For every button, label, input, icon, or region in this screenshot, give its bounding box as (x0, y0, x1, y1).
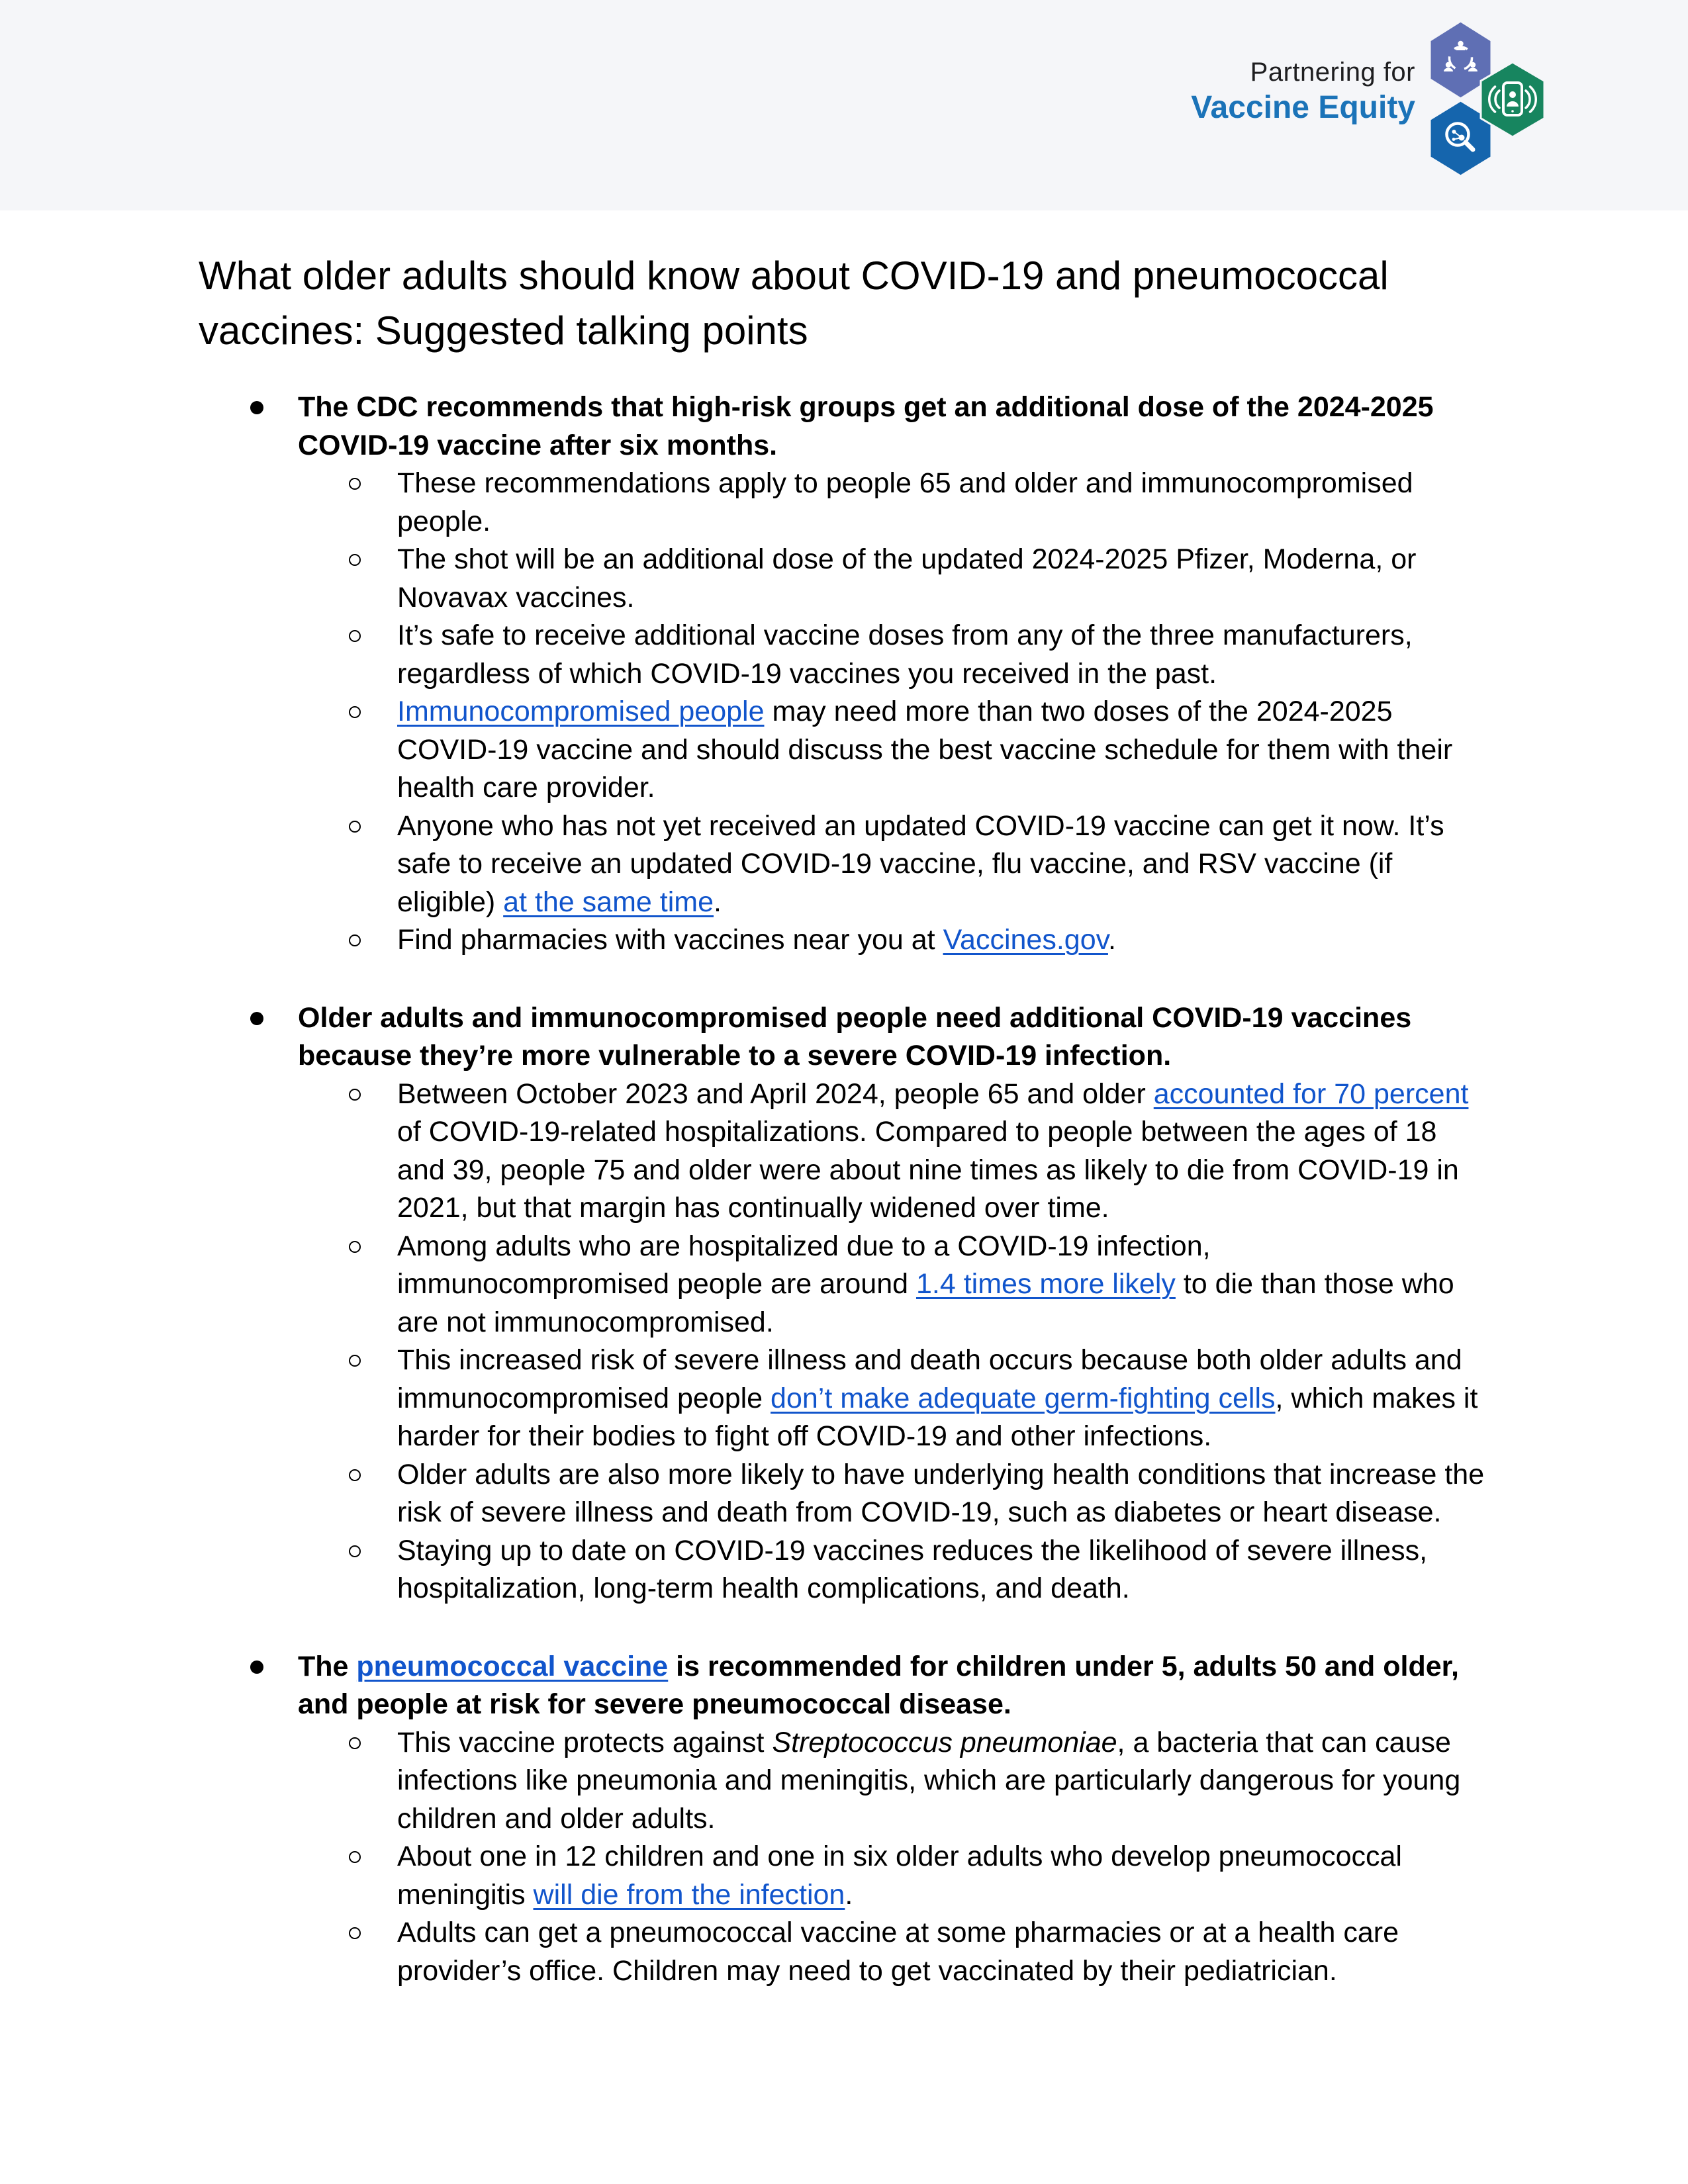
inline-link[interactable]: pneumococcal vaccine (356, 1650, 669, 1682)
logo-text-vaccine-equity: Vaccine Equity (1191, 90, 1415, 125)
text-run: Staying up to date on COVID-19 vaccines reduces the likelihood of severe illness, hospitalization, long-term health complications, and death. (397, 1534, 1428, 1604)
talking-points-list (0, 388, 1688, 1990)
circle-bullet-icon (349, 554, 361, 566)
circle-bullet-icon (349, 1089, 361, 1101)
circle-bullet-icon (349, 1545, 361, 1557)
inline-link[interactable]: Vaccines.gov (943, 924, 1108, 956)
subitem-text (397, 1914, 1489, 1990)
circle-bullet-icon (349, 478, 361, 490)
text-run: Between October 2023 and April 2024, people 65 and older (397, 1077, 1154, 1110)
text-run: These recommendations apply to people 65 and older and immunocompromised people. (397, 467, 1413, 537)
talking-point-subitem (0, 921, 1688, 960)
talking-point-subitem (0, 541, 1688, 617)
inline-link[interactable]: at the same time (503, 886, 714, 918)
subitem-text (397, 1838, 1489, 1914)
circle-bullet-icon (349, 1927, 361, 1939)
text-run: , which makes it harder for their bodies to fight off COVID-19 and other infections. (397, 1382, 1478, 1452)
talking-point-heading (298, 1648, 1489, 1724)
inline-link[interactable]: will die from the infection (533, 1878, 845, 1911)
text-run: of COVID-19-related hospitalizations. Compared to people between the ages of 18 and 39, people 75 and older were about nine times as likely to die from COVID-19 in 2021, but that margin has continually widened over time. (397, 1116, 1459, 1224)
subitem-text (397, 1342, 1489, 1456)
talking-point (0, 388, 1688, 465)
talking-point-subitem (0, 1838, 1688, 1914)
subitem-text (397, 1456, 1489, 1532)
pve-logo-text (1191, 56, 1415, 127)
bullet-icon (250, 1012, 263, 1025)
text-run: . (714, 886, 722, 918)
subitem-text (397, 807, 1489, 922)
circle-bullet-icon (349, 1737, 361, 1749)
talking-point-subitem (0, 617, 1688, 693)
inline-link[interactable]: accounted for 70 percent (1153, 1077, 1469, 1110)
talking-point-subitem (0, 1456, 1688, 1532)
italic-species-name: Streptococcus pneumoniae (772, 1726, 1117, 1758)
circle-bullet-icon (349, 1851, 361, 1863)
talking-point-subitem (0, 1914, 1688, 1990)
talking-point-section (0, 999, 1688, 1608)
talking-point-subitem (0, 693, 1688, 807)
talking-point-subitem (0, 1228, 1688, 1342)
text-run: Among adults who are hospitalized due to a COVID-19 infection, immunocompromised people are around (397, 1230, 1211, 1300)
text-run: to die than those who are not immunocompromised. (397, 1268, 1454, 1338)
text-run: Find pharmacies with vaccines near you at (397, 924, 943, 956)
talking-point-heading (298, 999, 1489, 1075)
talking-point-section (0, 1648, 1688, 1991)
subitem-text (397, 921, 1489, 960)
bullet-icon (250, 1661, 263, 1674)
text-run: . (1107, 924, 1116, 956)
talking-point (0, 999, 1688, 1075)
circle-bullet-icon (349, 934, 361, 946)
subitem-text (397, 1228, 1489, 1342)
text-run: Anyone who has not yet received an updated COVID-19 vaccine can get it now. It’s safe to receive an updated COVID-19 vaccine, flu vaccine, and RSV vaccine (if eligible) (397, 809, 1444, 918)
text-run: Older adults and immunocompromised people need additional COVID-19 vaccines because they’re more vulnerable to a severe COVID-19 infection. (298, 1001, 1412, 1071)
talking-point-subitem (0, 1532, 1688, 1608)
text-run: . (845, 1878, 853, 1911)
talking-point-subitem (0, 807, 1688, 922)
circle-bullet-icon (349, 706, 361, 718)
text-run: may need more than two doses of the 2024-2025 COVID-19 vaccine and should discuss the best vaccine schedule for them with their health care provider. (397, 696, 1453, 803)
talking-point-subitem (0, 1342, 1688, 1456)
circle-bullet-icon (349, 1355, 361, 1367)
circle-bullet-icon (349, 630, 361, 642)
document-body (0, 210, 1688, 1990)
talking-point-subitem (0, 465, 1688, 541)
talking-point-section (0, 388, 1688, 960)
text-run: The CDC recommends that high-risk groups get an additional dose of the 2024-2025 COVID-19 vaccine after six months. (298, 391, 1434, 461)
subitem-text (397, 465, 1489, 541)
text-run: This vaccine protects against (397, 1726, 773, 1758)
subitem-text (397, 1075, 1489, 1228)
circle-bullet-icon (349, 821, 361, 833)
text-run: About one in 12 children and one in six older adults who develop pneumococcal meningitis (397, 1841, 1402, 1911)
text-run: It’s safe to receive additional vaccine doses from any of the three manufacturers, regardless of which COVID-19 vaccines you received in the past. (397, 619, 1413, 690)
page-title: What older adults should know about COVID-19 and pneumococcal vaccines: Suggested talking points (199, 253, 1389, 353)
subitem-text (397, 541, 1489, 617)
logo-hexagons (1423, 16, 1552, 181)
text-run: The shot will be an additional dose of the updated 2024-2025 Pfizer, Moderna, or Novavax vaccines. (397, 543, 1417, 614)
inline-link[interactable]: 1.4 times more likely (915, 1268, 1176, 1300)
subitem-text (397, 693, 1489, 807)
text-run: , a bacteria that can cause infections like pneumonia and meningitis, which are particularly dangerous for young children and older adults. (397, 1726, 1461, 1835)
text-run: The (298, 1650, 357, 1682)
text-run: This increased risk of severe illness and death occurs because both older adults and immunocompromised people (397, 1344, 1462, 1414)
bullet-icon (250, 401, 263, 414)
inline-link[interactable]: Immunocompromised people (397, 696, 765, 727)
text-run: Older adults are also more likely to have underlying health conditions that increase the risk of severe illness and death from COVID-19, such as diabetes or heart disease. (397, 1458, 1485, 1528)
talking-point (0, 1648, 1688, 1724)
talking-point-subitem (0, 1724, 1688, 1839)
text-run: Adults can get a pneumococcal vaccine at some pharmacies or at a health care provider’s office. Children may need to get vaccinated by their pediatrician. (397, 1917, 1399, 1987)
circle-bullet-icon (349, 1241, 361, 1253)
logo-text-partnering-for: Partnering for (1250, 58, 1415, 87)
inline-link[interactable]: don’t make adequate germ-fighting cells (771, 1382, 1276, 1414)
subitem-text (397, 1724, 1489, 1839)
talking-point-subitem (0, 1075, 1688, 1228)
talking-point-heading (298, 388, 1489, 465)
subitem-text (397, 617, 1489, 693)
subitem-text (397, 1532, 1489, 1608)
text-run: is recommended for children under 5, adults 50 and older, and people at risk for severe pneumococcal disease. (298, 1650, 1459, 1720)
header-band (0, 0, 1688, 210)
circle-bullet-icon (349, 1469, 361, 1481)
